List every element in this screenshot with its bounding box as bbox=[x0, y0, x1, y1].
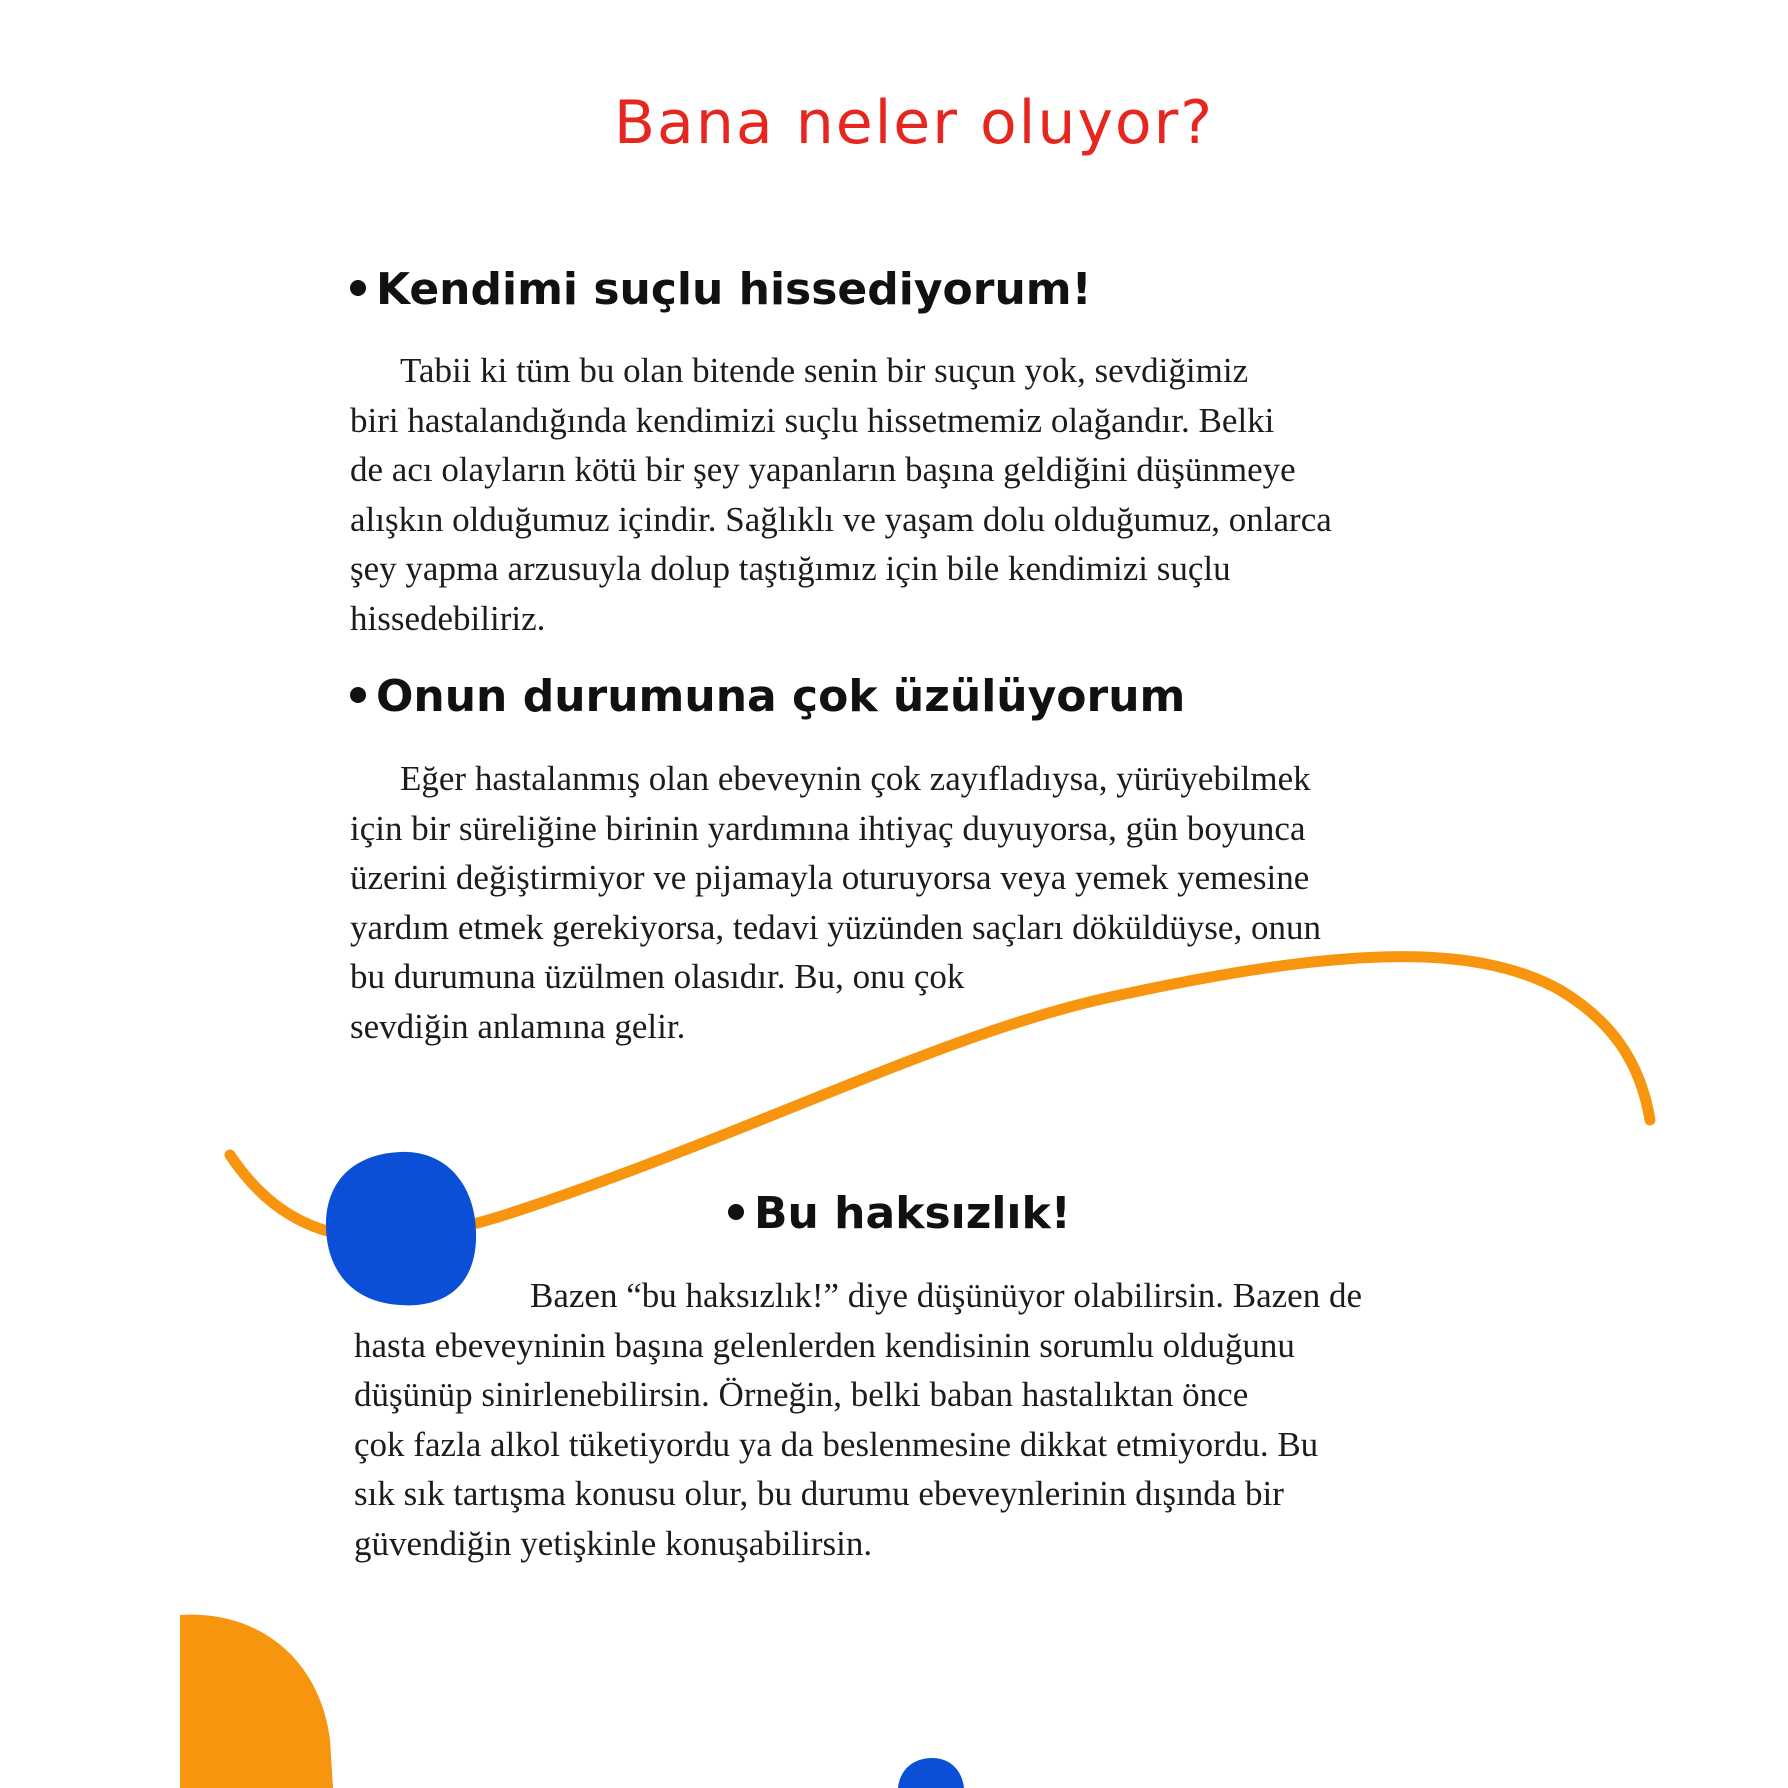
section-heading-unfair bbox=[728, 1188, 1071, 1239]
section-heading-sadness bbox=[350, 671, 1185, 722]
paragraph-guilt bbox=[350, 346, 1332, 643]
bullet-icon bbox=[728, 1204, 744, 1220]
paragraph-line: güvendiğin yetişkinle konuşabilirsin. bbox=[354, 1523, 873, 1563]
paragraph-line: üzerini değiştirmiyor ve pijamayla oturuyorsa veya yemek yemesine bbox=[350, 858, 1310, 897]
paragraph-line: sık sık tartışma konusu olur, bu durumu ebeveynlerinin dışında bir bbox=[354, 1474, 1284, 1513]
heading-text: Bu haksızlık! bbox=[754, 1188, 1071, 1239]
bullet-icon bbox=[350, 687, 366, 703]
section-heading-guilt bbox=[350, 264, 1092, 315]
paragraph-line: çok fazla alkol tüketiyordu ya da beslenmesine dikkat etmiyordu. Bu bbox=[354, 1424, 1319, 1464]
paragraph-line: için bir süreliğine birinin yardımına ihtiyaç duyuyorsa, gün boyunca bbox=[350, 808, 1306, 848]
paragraph-line: hasta ebeveyninin başına gelenlerden kendisinin sorumlu olduğunu bbox=[354, 1325, 1295, 1365]
paragraph-line: Tabii ki tüm bu olan bitende senin bir suçun yok, sevdiğimiz bbox=[400, 351, 1249, 390]
paragraph-line: biri hastalandığında kendimizi suçlu hissetmemiz olağandır. Belki bbox=[350, 400, 1275, 440]
heading-text: Kendimi suçlu hissediyorum! bbox=[376, 264, 1092, 315]
paragraph-line: bu durumuna üzülmen olasıdır. Bu, onu çok bbox=[350, 957, 965, 996]
paragraph-unfair bbox=[354, 1271, 1362, 1568]
paragraph-line: şey yapma arzusuyla dolup taştığımız için bile kendimizi suçlu bbox=[350, 549, 1231, 588]
paragraph-line: alışkın olduğumuz içindir. Sağlıklı ve yaşam dolu olduğumuz, onlarca bbox=[350, 499, 1332, 539]
paragraph-line: de acı olayların kötü bir şey yapanların başına geldiğini düşünmeye bbox=[350, 450, 1296, 489]
paragraph-line: hissedebiliriz. bbox=[350, 598, 546, 638]
paragraph-line: sevdiğin anlamına gelir. bbox=[350, 1006, 686, 1046]
bullet-icon bbox=[350, 280, 366, 296]
blue-page-marker bbox=[898, 1758, 964, 1788]
paragraph-sadness bbox=[350, 754, 1321, 1051]
page-title: Bana neler oluyor? bbox=[613, 88, 1215, 158]
orange-corner-blob bbox=[180, 1615, 333, 1788]
paragraph-line: Eğer hastalanmış olan ebeveynin çok zayıfladıysa, yürüyebilmek bbox=[400, 759, 1311, 798]
paragraph-line: yardım etmek gerekiyorsa, tedavi yüzünden saçları döküldüyse, onun bbox=[350, 907, 1321, 947]
paragraph-line: Bazen “bu haksızlık!” diye düşünüyor olabilirsin. Bazen de bbox=[530, 1276, 1362, 1315]
paragraph-line: düşünüp sinirlenebilirsin. Örneğin, belki baban hastalıktan önce bbox=[354, 1375, 1249, 1414]
heading-text: Onun durumuna çok üzülüyorum bbox=[376, 671, 1186, 722]
